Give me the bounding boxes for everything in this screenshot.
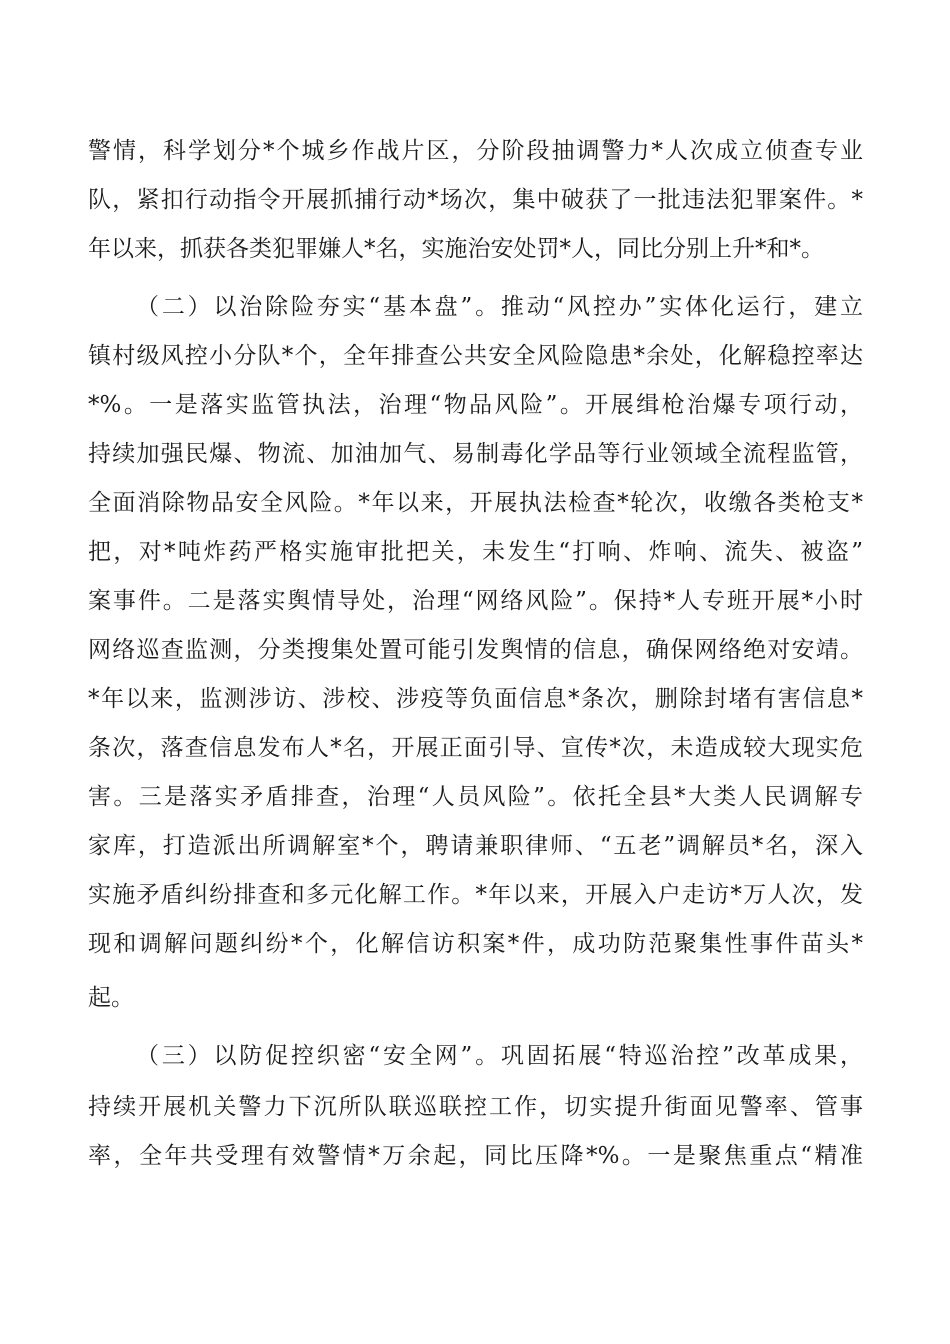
text-line: 警情，科学划分*个城乡作战片区，分阶段抽调警力*人次成立侦查专业 [88, 138, 863, 164]
text-line: 队，紧扣行动指令开展抓捕行动*场次，集中破获了一批违法犯罪案件。* [88, 187, 863, 213]
paragraph-heading-line: （三）以防促控织密“安全网”。巩固拓展“特巡治控”改革成果， [136, 1043, 863, 1069]
text-line: 镇村级风控小分队*个，全年排查公共安全风险隐患*余处，化解稳控率达 [88, 343, 863, 369]
text-line: 案事件。二是落实舆情导处，治理“网络风险”。保持*人专班开展*小时 [88, 588, 863, 614]
text-line: 把，对*吨炸药严格实施审批把关，未发生“打响、炸响、流失、被盗” [88, 539, 863, 565]
text-line: 率，全年共受理有效警情*万余起，同比压降*%。一是聚焦重点“精准 [88, 1143, 863, 1169]
text-line: 起。 [88, 985, 134, 1011]
text-line: 年以来，抓获各类犯罪嫌人*名，实施治安处罚*人，同比分别上升*和*。 [88, 236, 824, 262]
text-line: 持续开展机关警力下沉所队联巡联控工作，切实提升街面见警率、管事 [88, 1094, 863, 1120]
text-line: 害。三是落实矛盾排查，治理“人员风险”。依托全县*大类人民调解专 [88, 784, 863, 810]
text-line: *年以来，监测涉访、涉校、涉疫等负面信息*条次，删除封堵有害信息* [88, 686, 863, 712]
text-line: 家库，打造派出所调解室*个，聘请兼职律师、“五老”调解员*名，深入 [88, 833, 863, 859]
text-line: 全面消除物品安全风险。*年以来，开展执法检查*轮次，收缴各类枪支* [88, 490, 863, 516]
text-line: 网络巡查监测，分类搜集处置可能引发舆情的信息，确保网络绝对安靖。 [88, 637, 863, 663]
text-line: 条次，落查信息发布人*名，开展正面引导、宣传*次，未造成较大现实危 [88, 735, 863, 761]
paragraph-heading-line: （二）以治除险夯实“基本盘”。推动“风控办”实体化运行，建立 [136, 294, 863, 320]
text-line: 现和调解问题纠纷*个，化解信访积案*件，成功防范聚集性事件苗头* [88, 931, 863, 957]
text-line: 实施矛盾纠纷排查和多元化解工作。*年以来，开展入户走访*万人次，发 [88, 882, 863, 908]
text-line: *%。一是落实监管执法，治理“物品风险”。开展缉枪治爆专项行动， [88, 392, 863, 418]
text-line: 持续加强民爆、物流、加油加气、易制毒化学品等行业领域全流程监管， [88, 441, 863, 467]
